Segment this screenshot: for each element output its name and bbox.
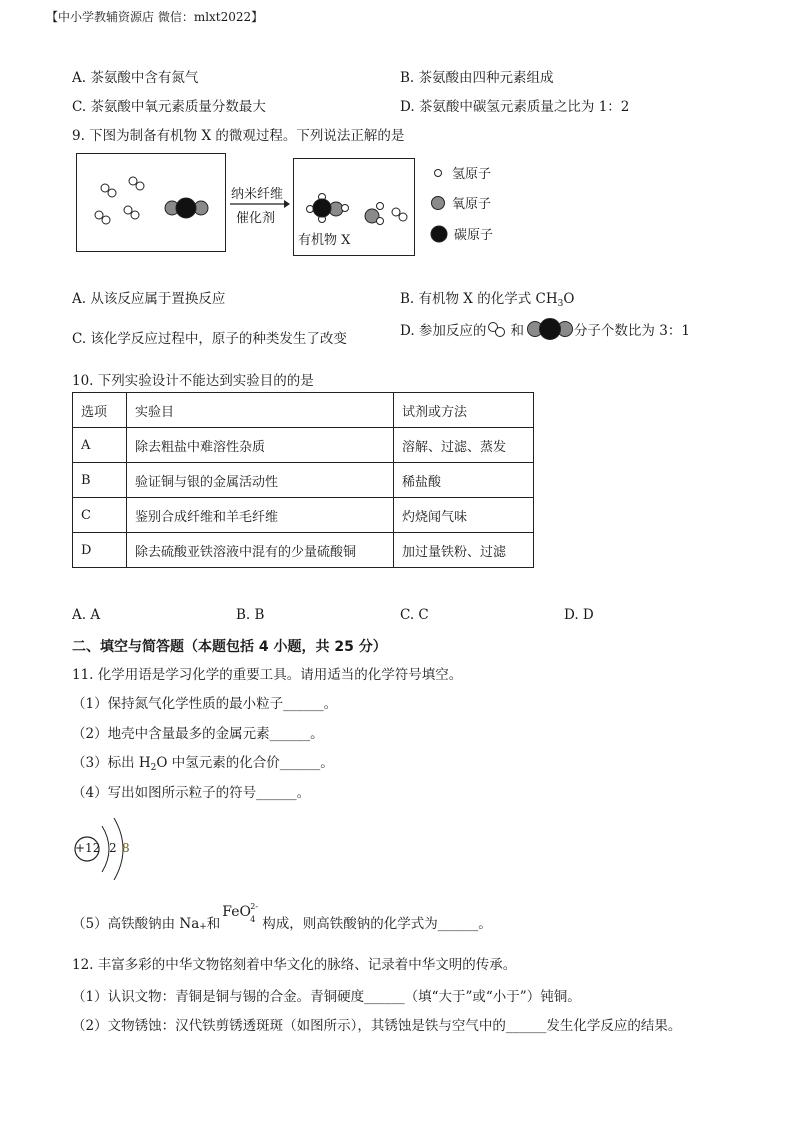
shell1-electrons: 2 bbox=[109, 841, 117, 855]
q12-stem: 12. 丰富多彩的中华文物铭刻着中华文化的脉络、记录着中华文明的传承。 bbox=[72, 957, 517, 973]
table-header: 选项 bbox=[73, 393, 127, 428]
q10-option-a: A. A bbox=[72, 607, 101, 623]
h2-molecule bbox=[392, 208, 407, 221]
methanol-molecule bbox=[307, 194, 349, 223]
legend-label: 氧原子 bbox=[452, 197, 492, 212]
legend-carbon bbox=[430, 224, 493, 243]
q8-option-a: A. 茶氨酸中含有氮气 bbox=[72, 70, 199, 86]
q12-part2: （2）文物锈蚀：汉代铁剪锈透斑斑（如图所示），其锈蚀是铁与空气中的______发生化学反应的结果。 bbox=[72, 1018, 682, 1034]
nucleus-charge: +12 bbox=[75, 841, 101, 855]
legend-hydrogen bbox=[430, 163, 491, 182]
oxygen-atom-icon bbox=[430, 195, 446, 211]
legend-oxygen bbox=[430, 193, 491, 212]
q11-part3: （3）标出 $H_2O$ 中氢元素的化合价______。 bbox=[72, 755, 334, 773]
table-header: 试剂或方法 bbox=[394, 393, 534, 428]
table-cell: 稀盐酸 bbox=[394, 463, 534, 498]
q11-part4: （4）写出如图所示粒子的符号______。 bbox=[72, 785, 311, 801]
carbon-atom-icon bbox=[430, 225, 448, 243]
q9-stem: 9. 下图为制备有机物 X 的微观过程。下列说法正解的是 bbox=[72, 128, 405, 144]
table-row bbox=[73, 463, 534, 498]
q9-option-b: B. 有机物 X 的化学式 $CH_3O$ bbox=[400, 291, 575, 309]
h2-molecule bbox=[124, 206, 139, 219]
table-cell: 除去硫酸亚铁溶液中混有的少量硫酸铜 bbox=[127, 533, 394, 568]
table-row bbox=[73, 533, 534, 568]
ferrate-ion: FeO 2- 4 bbox=[222, 902, 259, 924]
q9-option-a: A. 从该反应属于置换反应 bbox=[72, 291, 226, 307]
h2-molecule bbox=[101, 184, 116, 197]
table-header-row bbox=[73, 393, 534, 428]
q8-option-d: D. 茶氨酸中碳氢元素质量之比为 1：2 bbox=[400, 99, 630, 115]
h2-molecule-icon bbox=[486, 319, 508, 339]
table-cell: 验证铜与银的金属活动性 bbox=[127, 463, 394, 498]
table-cell: A bbox=[73, 428, 127, 463]
q11-stem: 11. 化学用语是学习化学的重要工具。请用适当的化学符号填空。 bbox=[72, 667, 463, 683]
q11-part1: （1）保持氮气化学性质的最小粒子______。 bbox=[72, 696, 338, 712]
hydrogen-atom-icon bbox=[430, 165, 446, 181]
h2-molecule bbox=[129, 177, 144, 190]
table-cell: B bbox=[73, 463, 127, 498]
q8-option-b: B. 茶氨酸由四种元素组成 bbox=[400, 70, 554, 86]
q10-option-c: C. C bbox=[400, 607, 429, 623]
product-label: 有机物 X bbox=[298, 233, 351, 248]
table-cell: 灼烧闻气味 bbox=[394, 498, 534, 533]
table-row bbox=[73, 428, 534, 463]
legend-label: 碳原子 bbox=[454, 228, 494, 243]
table-cell: C bbox=[73, 498, 127, 533]
q11-part5: （5）高铁酸钠由 Na + 和 FeO 2- 4 构成，则高铁酸钠的化学式为______。 bbox=[72, 902, 492, 932]
table-cell: 鉴别合成纤维和羊毛纤维 bbox=[127, 498, 394, 533]
q10-table bbox=[72, 392, 534, 568]
legend-label: 氢原子 bbox=[452, 167, 492, 182]
table-cell: 加过量铁粉、过滤 bbox=[394, 533, 534, 568]
table-row bbox=[73, 498, 534, 533]
table-cell: D bbox=[73, 533, 127, 568]
table-cell: 溶解、过滤、蒸发 bbox=[394, 428, 534, 463]
reactants-box bbox=[76, 153, 226, 252]
shell2-electrons: 8 bbox=[122, 841, 130, 855]
table-cell: 除去粗盐中难溶性杂质 bbox=[127, 428, 394, 463]
co2-molecule bbox=[165, 198, 208, 218]
q12-part1: （1）认识文物：青铜是铜与锡的合金。青铜硬度______（填“大于”或“小于”）钝铜。 bbox=[72, 989, 581, 1005]
atom-structure-diagram bbox=[72, 808, 142, 886]
q10-stem: 10. 下列实验设计不能达到实验目的的是 bbox=[72, 373, 314, 389]
page-header: 【中小学教辅资源店 微信：mlxt2022】 bbox=[46, 10, 264, 24]
q9-option-d: D. 参加反应的 和 分子个数比为 3：1 bbox=[400, 314, 690, 344]
table-header: 实验目 bbox=[127, 393, 394, 428]
q8-option-c: C. 茶氨酸中氧元素质量分数最大 bbox=[72, 99, 266, 115]
q10-option-b: B. B bbox=[236, 607, 265, 623]
h2-molecule bbox=[95, 211, 110, 224]
reactant-molecules bbox=[77, 154, 225, 251]
section-title: 二、填空与简答题（本题包括 4 小题，共 25 分） bbox=[72, 639, 387, 655]
co2-molecule-icon bbox=[526, 317, 574, 341]
arrow-label-bottom: 催化剂 bbox=[236, 211, 276, 226]
q10-option-d: D. D bbox=[564, 607, 594, 623]
arrow-label-top: 纳米纤维 bbox=[231, 187, 284, 202]
water-molecule bbox=[365, 203, 384, 225]
q11-part2: （2）地壳中含量最多的金属元素______。 bbox=[72, 726, 324, 742]
q9-option-c: C. 该化学反应过程中，原子的种类发生了改变 bbox=[72, 331, 347, 347]
